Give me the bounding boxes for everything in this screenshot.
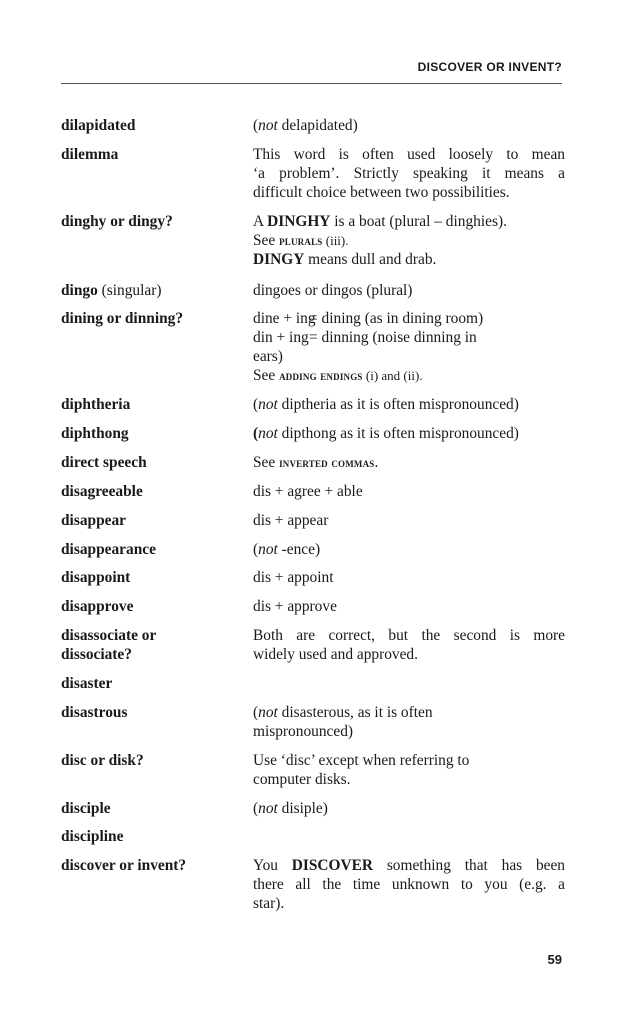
not-marker: not [258,425,278,442]
see-text: See [253,454,280,471]
formula-result: = dining (as in dining room) [309,310,484,327]
not-marker: not [258,800,278,817]
entry-term: disaster [61,675,113,692]
entry-term: direct speech [61,454,147,471]
see-text: See [253,367,280,384]
definition-text: delapidated) [277,117,358,134]
header-rule [61,83,562,84]
entry-term: discipline [61,828,124,845]
entry-term [61,626,251,664]
entry-definition [253,453,565,472]
see-text: See [253,232,280,249]
not-marker: not [258,396,278,413]
not-marker: not [258,117,278,134]
entry-term: dilemma [61,146,119,163]
formula-part: dine + ing [253,310,316,327]
cross-reference-section: (i) and (ii). [362,368,423,383]
not-marker: not [258,541,278,558]
entry-definition [253,212,565,269]
paren: ( [253,396,259,413]
running-header: DISCOVER OR INVENT? [417,60,562,74]
definition-text: disasterous, as it is often [277,704,433,721]
headword-ref: DINGY [253,251,305,268]
cross-reference: adding endings [279,368,363,383]
entry-term: dining or dinning? [61,310,184,327]
definition-line: difficult choice between two possibilities. [253,184,510,201]
entry-definition: dis + appear [253,512,329,529]
headword-ref: DISCOVER [291,857,374,874]
definition-text: -ence) [277,541,321,558]
entry-definition [253,145,565,202]
entry-term: disastrous [61,704,128,721]
definition-text: A [253,213,268,230]
entry-definition [253,424,565,443]
not-marker: not [258,704,278,721]
punctuation: . [374,454,379,471]
definition-text: diptheria as it is often mispronounced) [277,396,519,413]
formula-result: = dinning (noise dinning in [309,329,477,346]
definition-text: You [253,857,292,874]
definition-text: dipthong as it is often mispronounced) [277,425,519,442]
cross-reference: inverted commas [279,455,375,470]
paren: ( [253,541,259,558]
cross-reference: plurals [279,233,323,248]
definition-text: something that has been [373,857,565,874]
definition-line: there all the time unknown to you (e.g. a [253,876,565,893]
paren: ( [253,704,259,721]
definition-line: ears) [253,348,283,365]
entry-term-line: dissociate? [61,646,132,663]
entry-definition [253,856,565,913]
definition-line: computer disks. [253,771,351,788]
entry-definition [253,116,565,135]
entry-term: disagreeable [61,483,143,500]
entry-term: diphtheria [61,396,131,413]
definition-line: widely used and approved. [253,646,418,663]
entry-definition [253,309,565,385]
definition-line: mispronounced) [253,723,354,740]
entry-definition [253,395,565,414]
page-number: 59 [547,952,562,967]
entry-definition: dis + appoint [253,569,334,586]
entry-term-word: dingo [61,282,98,299]
paren: ( [253,117,259,134]
entry-term: dinghy or dingy? [61,213,173,230]
entry-term: diphthong [61,425,129,442]
entry-term: disappearance [61,541,156,558]
definition-text: means dull and drab. [304,251,437,268]
entry-definition [253,626,565,664]
entry-term: dilapidated [61,117,136,134]
definition-text: is a boat (plural – dinghies). [330,213,507,230]
entry-definition [253,799,565,818]
paren: ( [253,800,259,817]
formula-part: din + ing [253,329,309,346]
entry-definition: dis + approve [253,598,337,615]
definition-line: star). [253,895,285,912]
entry-term: disc or disk? [61,752,144,769]
cross-reference-section: (iii). [322,233,349,248]
definition-line: ‘a problem’. Strictly speaking it means a [253,165,565,182]
entry-term: disciple [61,800,111,817]
definition-text: disiple) [277,800,328,817]
definition-line: Both are correct, but the second is more [253,627,565,644]
definition-line: Use ‘disc’ except when referring to [253,752,470,769]
entry-definition: dis + agree + able [253,483,363,500]
entry-term-note: (singular) [97,282,162,299]
paren: ( [253,425,259,442]
entry-term: disapprove [61,598,134,615]
entry-term-line: disassociate or [61,627,157,644]
entry-term [61,281,251,300]
entry-definition: dingoes or dingos (plural) [253,282,413,299]
entry-term: discover or invent? [61,857,187,874]
entry-definition [253,703,565,741]
entry-definition [253,751,565,789]
entry-definition [253,540,565,559]
entry-term: disappear [61,512,126,529]
headword-ref: DINGHY [267,213,331,230]
entry-term: disappoint [61,569,131,586]
definition-line: This word is often used loosely to mean [253,146,565,163]
